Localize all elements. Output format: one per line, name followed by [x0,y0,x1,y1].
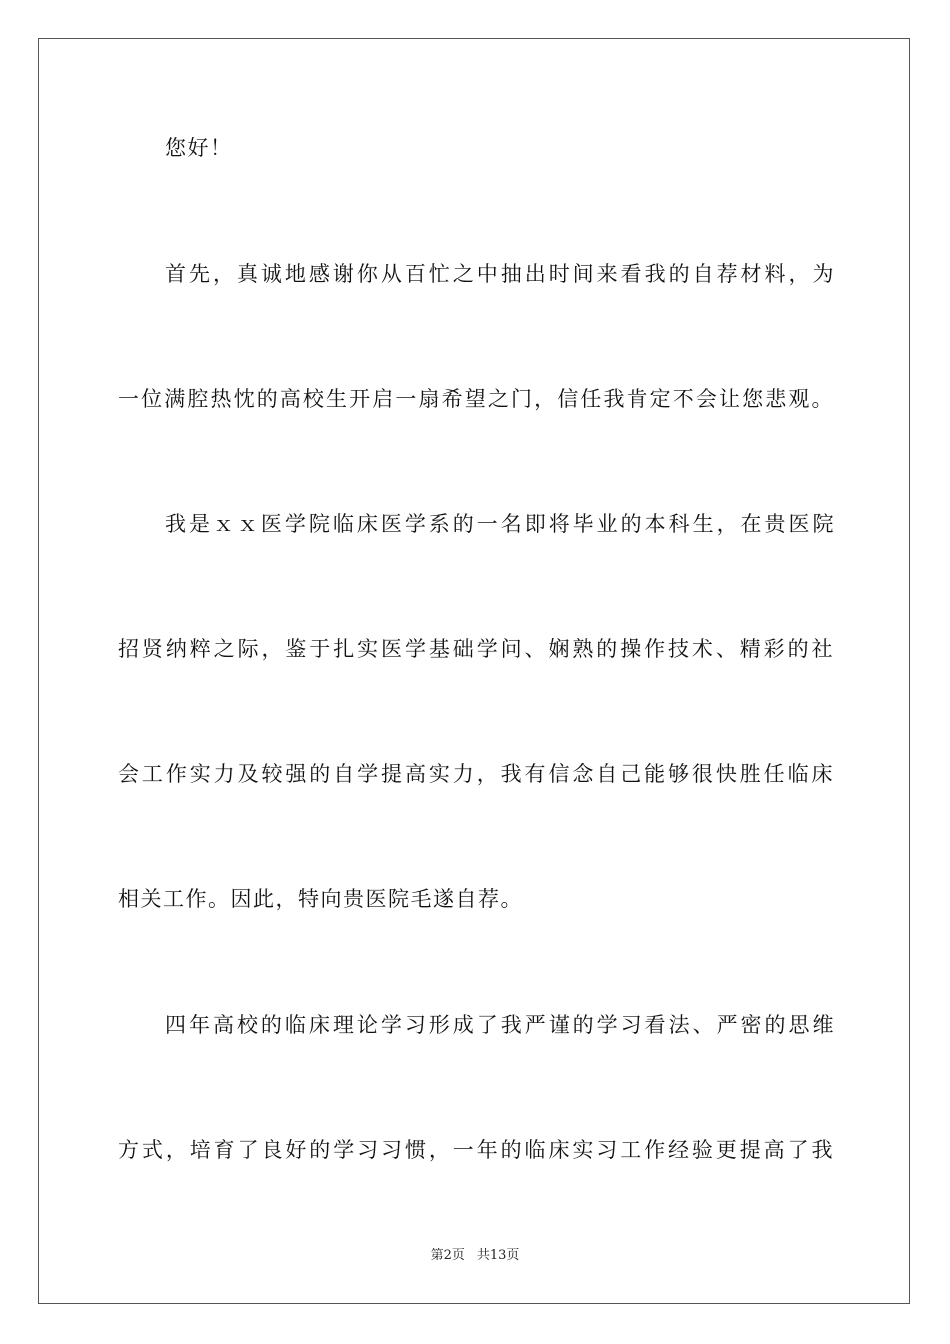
paragraph-2-line-1: 我是ｘｘ医学院临床医学系的一名即将毕业的本科生，在贵医院 [165,512,835,536]
paragraph-2-line-3: 会工作实力及较强的自学提高实力，我有信念自己能够很快胜任临床 [118,762,834,786]
page-footer [0,1247,950,1265]
page-total: 共13页 [476,1248,520,1263]
paragraph-3-line-1: 四年高校的临床理论学习形成了我严谨的学习看法、严密的思维 [165,1013,835,1037]
greeting-line: 您好！ [165,136,233,160]
paragraph-3-line-2: 方式，培育了良好的学习习惯，一年的临床实习工作经验更提高了我 [118,1138,834,1162]
paragraph-2-line-4: 相关工作。因此，特向贵医院毛遂自荐。 [118,887,523,911]
page-frame [38,38,910,1304]
paragraph-2-line-2: 招贤纳粹之际，鉴于扎实医学基础学问、娴熟的操作技术、精彩的社 [118,637,834,661]
page-number: 第2页 [430,1248,465,1263]
paragraph-1-line-2: 一位满腔热忱的高校生开启一扇希望之门，信任我肯定不会让您悲观。 [118,387,834,411]
paragraph-1-line-1: 首先，真诚地感谢你从百忙之中抽出时间来看我的自荐材料，为 [165,262,835,286]
